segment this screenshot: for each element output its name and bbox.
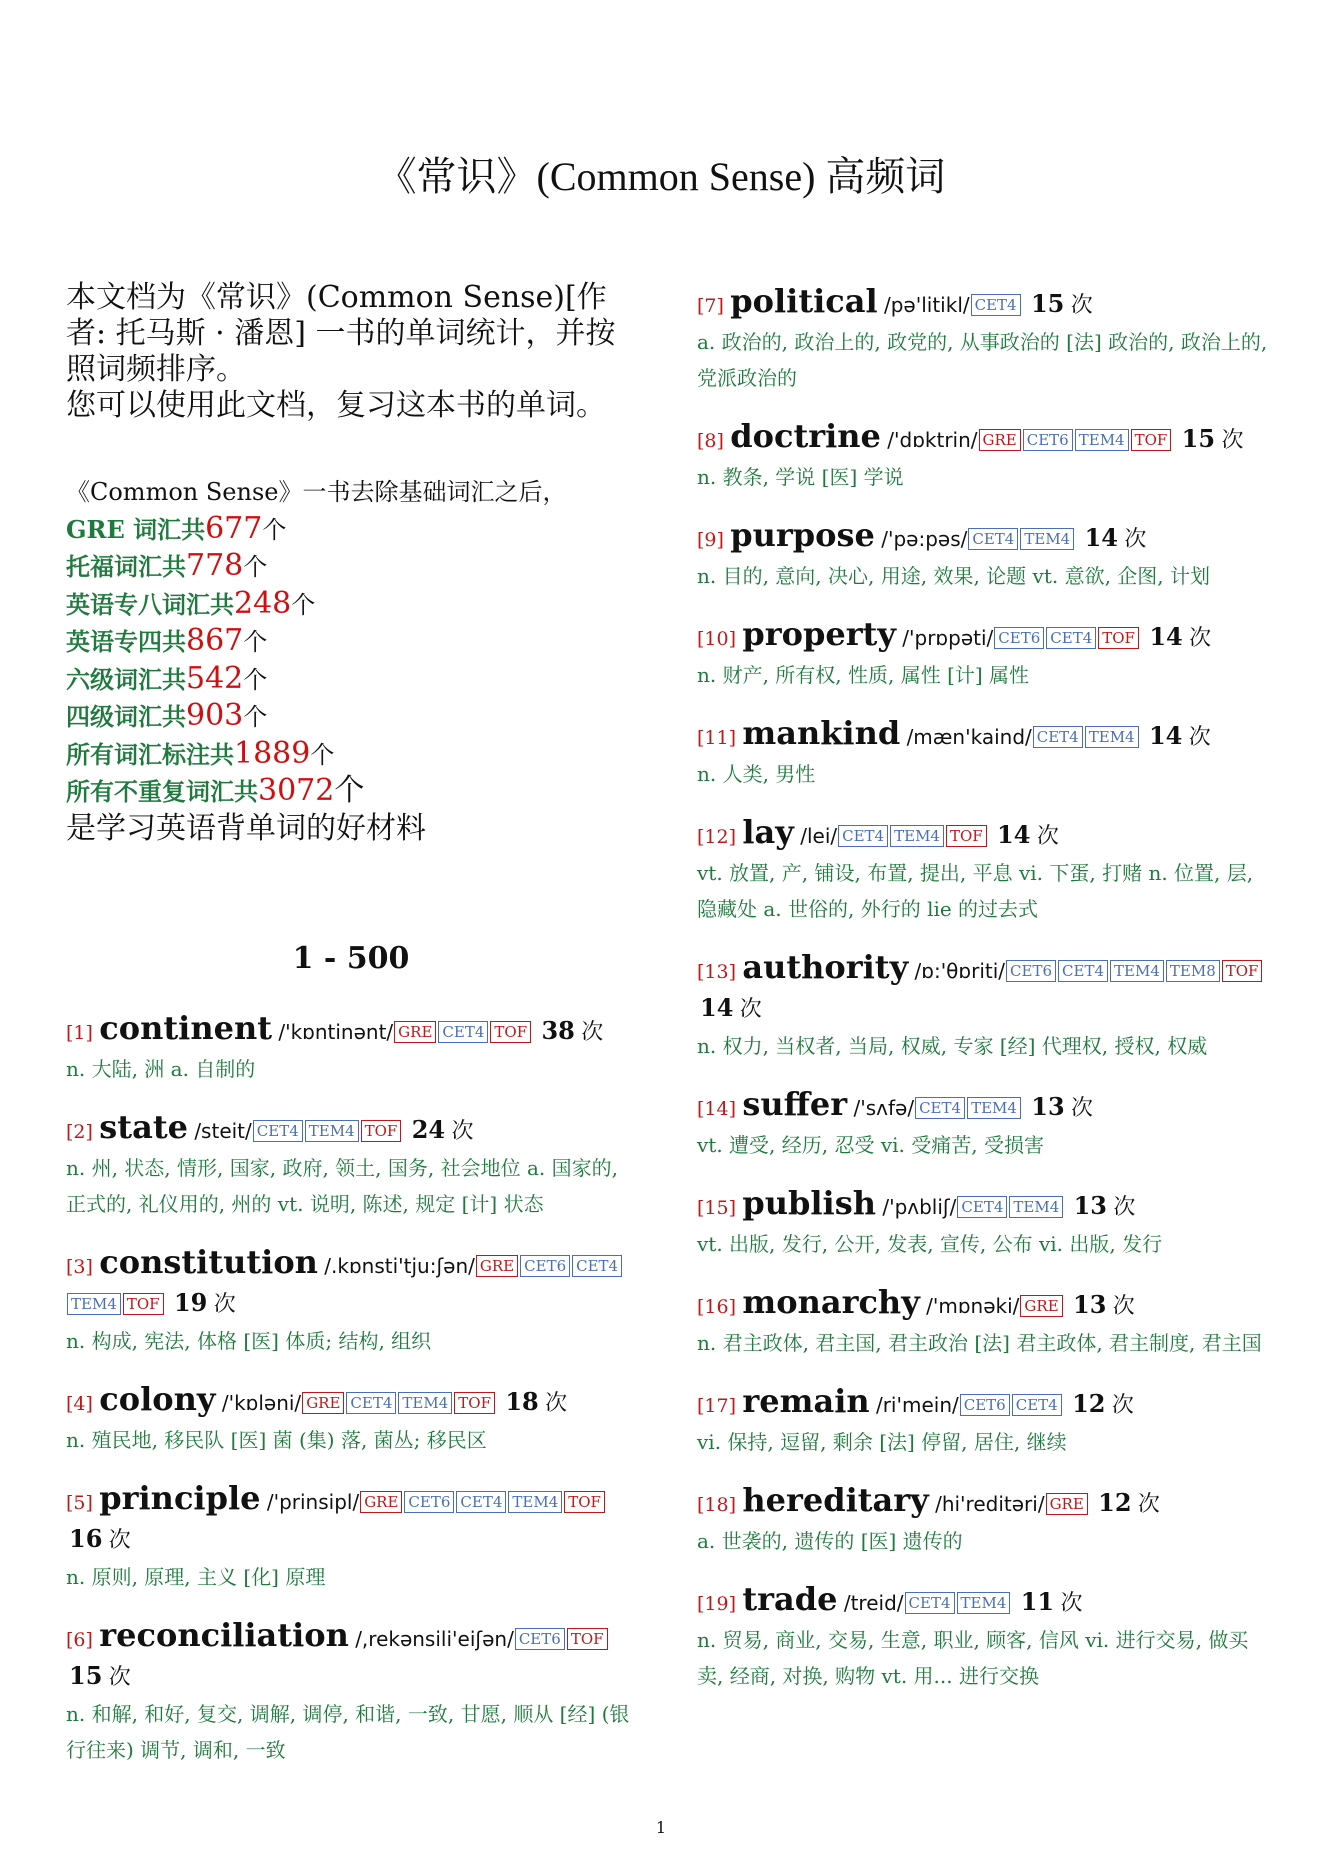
level-tag: TOF xyxy=(1098,627,1139,649)
entry-definition: n. 构成, 宪法, 体格 [医] 体质; 结构, 组织 xyxy=(66,1329,432,1353)
entry-count: 14 xyxy=(1149,622,1183,651)
entry-word: political xyxy=(730,282,878,320)
entry-index: [2] xyxy=(66,1121,93,1143)
entry-word: authority xyxy=(742,948,909,986)
level-tag: GRE xyxy=(1046,1493,1088,1515)
entry-count-unit: 次 xyxy=(108,1528,131,1553)
level-tag: TEM4 xyxy=(967,1097,1021,1119)
stats-line xyxy=(66,736,636,774)
level-tag: CET4 xyxy=(438,1021,488,1043)
entry-count-unit: 次 xyxy=(581,1020,604,1045)
entry-definition: n. 教条, 学说 [医] 学说 xyxy=(697,465,904,489)
word-entry xyxy=(66,1109,636,1222)
entry-definition: vt. 出版, 发行, 公开, 发表, 宣传, 公布 vi. 出版, 发行 xyxy=(697,1232,1163,1256)
intro xyxy=(66,280,636,424)
entry-phonetic: /treid/ xyxy=(843,1591,904,1615)
stats-line xyxy=(66,698,636,736)
level-tag: CET4 xyxy=(905,1592,955,1614)
entry-phonetic: /ɒ:'θɒriti/ xyxy=(914,959,1006,983)
entry-word: property xyxy=(742,615,896,653)
stats-label: 英语专八词汇共 xyxy=(66,589,234,619)
level-tag: GRE xyxy=(476,1255,518,1277)
entry-head xyxy=(697,1086,1269,1127)
entry-definition: vt. 遭受, 经历, 忍受 vi. 受痛苦, 受损害 xyxy=(697,1133,1044,1157)
stats-suffix: 个 xyxy=(310,740,335,769)
entry-word: publish xyxy=(742,1184,876,1222)
stats-value: 778 xyxy=(186,548,244,583)
entry-definition: a. 世袭的, 遗传的 [医] 遗传的 xyxy=(697,1529,963,1553)
entry-phonetic: /hi'reditəri/ xyxy=(935,1492,1045,1516)
entry-count: 14 xyxy=(1084,523,1118,552)
entry-count: 15 xyxy=(69,1661,103,1690)
entry-count: 15 xyxy=(1030,289,1065,318)
entry-definition: n. 大陆, 洲 a. 自制的 xyxy=(66,1057,256,1081)
stats-value: 677 xyxy=(205,510,263,546)
entry-phonetic: /'pʌbliʃ/ xyxy=(882,1195,957,1219)
word-entry xyxy=(66,1480,636,1595)
entry-index: [16] xyxy=(697,1296,737,1318)
entry-head xyxy=(697,616,1269,657)
entry-index: [6] xyxy=(66,1629,93,1651)
entry-count-unit: 次 xyxy=(1071,1096,1094,1121)
entry-index: [9] xyxy=(697,529,724,551)
level-tag: TOF xyxy=(454,1392,495,1414)
entry-word: principle xyxy=(99,1479,261,1517)
level-tag: TEM4 xyxy=(1009,1196,1063,1218)
level-tag: GRE xyxy=(394,1021,436,1043)
entry-definition: n. 目的, 意向, 决心, 用途, 效果, 论题 vt. 意欲, 企图, 计划 xyxy=(697,564,1211,588)
level-tag: TOF xyxy=(1131,429,1172,451)
level-tag: GRE xyxy=(1020,1295,1062,1317)
entry-definition: n. 和解, 和好, 复交, 调解, 调停, 和谐, 一致, 甘愿, 顺从 [经] (银行往来) 调节, 调和, 一致 xyxy=(66,1702,630,1762)
entry-count: 19 xyxy=(173,1288,208,1317)
level-tag: TEM4 xyxy=(1020,528,1074,550)
level-tag: TEM4 xyxy=(1110,960,1164,982)
entry-count-unit: 次 xyxy=(451,1119,474,1144)
entry-index: [13] xyxy=(697,961,737,983)
entry-head xyxy=(66,1480,636,1559)
stats-label: 四级词汇共 xyxy=(66,702,186,731)
entry-definition: n. 州, 状态, 情形, 国家, 政府, 领土, 国务, 社会地位 a. 国家的, 正式的, 礼仪用的, 州的 vt. 说明, 陈述, 规定 [计] 状态 xyxy=(66,1156,618,1216)
level-tag: CET4 xyxy=(838,825,888,847)
level-tag: TOF xyxy=(361,1120,402,1142)
entry-count: 15 xyxy=(1181,424,1216,453)
level-tag: GRE xyxy=(979,429,1021,451)
entry-head xyxy=(697,283,1269,324)
level-tag: GRE xyxy=(302,1392,344,1414)
level-tag: CET6 xyxy=(515,1628,565,1650)
level-tag: CET6 xyxy=(994,627,1044,649)
entry-word: continent xyxy=(99,1009,272,1047)
entry-phonetic: /steit/ xyxy=(194,1119,252,1143)
entry-index: [12] xyxy=(697,826,737,848)
stats-label: 托福词汇共 xyxy=(66,552,186,581)
entry-count: 14 xyxy=(1148,721,1183,750)
level-tag: TOF xyxy=(946,825,987,847)
stats-suffix: 个 xyxy=(243,703,268,731)
word-entry xyxy=(697,1086,1269,1163)
level-tag: CET6 xyxy=(960,1394,1010,1416)
page-number: 1 xyxy=(655,1818,667,1837)
entry-count-unit: 次 xyxy=(1111,1393,1134,1418)
page-title: 《常识》(Common Sense) 高频词 xyxy=(376,154,946,199)
word-entry xyxy=(66,1381,636,1458)
entry-count: 13 xyxy=(1031,1092,1065,1121)
entry-index: [4] xyxy=(66,1393,93,1415)
entry-phonetic: /'kɒləni/ xyxy=(221,1391,302,1415)
level-tag: TEM4 xyxy=(305,1120,359,1142)
entry-index: [14] xyxy=(697,1098,737,1120)
entry-count: 14 xyxy=(997,820,1031,849)
entry-word: hereditary xyxy=(742,1481,929,1519)
entry-head xyxy=(697,517,1269,558)
entry-word: suffer xyxy=(742,1085,848,1123)
entry-word: purpose xyxy=(730,516,875,554)
entry-count: 11 xyxy=(1020,1587,1055,1616)
stats-line xyxy=(66,623,636,661)
entry-head xyxy=(66,1244,636,1323)
entry-count-unit: 次 xyxy=(1189,626,1212,651)
entry-word: remain xyxy=(742,1382,870,1420)
stats-suffix: 个 xyxy=(243,553,268,581)
word-entry xyxy=(697,283,1269,396)
stats-value: 3072 xyxy=(258,773,335,808)
entry-word: trade xyxy=(742,1580,838,1618)
entry-head xyxy=(66,1010,636,1051)
stats-line xyxy=(66,511,636,549)
entry-index: [19] xyxy=(697,1593,737,1615)
entry-phonetic: /'prinsipl/ xyxy=(266,1490,360,1514)
stats-line xyxy=(66,548,636,586)
entry-index: [7] xyxy=(697,295,724,317)
level-tag: CET6 xyxy=(404,1491,454,1513)
stats-value: 867 xyxy=(186,623,244,658)
entry-phonetic: /'pə:pəs/ xyxy=(881,527,968,551)
entry-count: 16 xyxy=(69,1524,103,1553)
entry-count-unit: 次 xyxy=(1070,293,1093,318)
level-tag: GRE xyxy=(360,1491,402,1513)
entry-index: [10] xyxy=(697,628,737,650)
entries-right xyxy=(697,283,1269,1694)
entry-head xyxy=(66,1617,636,1696)
entry-index: [11] xyxy=(697,727,737,749)
level-tag: TEM4 xyxy=(890,825,944,847)
stats-suffix: 个 xyxy=(243,628,268,656)
entry-head xyxy=(697,1581,1269,1622)
entry-head xyxy=(697,949,1269,1028)
level-tag: TOF xyxy=(567,1628,608,1650)
entry-count: 38 xyxy=(541,1016,575,1045)
word-entry xyxy=(697,1482,1269,1559)
word-entry xyxy=(66,1617,636,1768)
level-tag: TOF xyxy=(1222,960,1263,982)
word-entry xyxy=(697,1383,1269,1460)
entry-head xyxy=(697,1284,1269,1325)
level-tag: CET4 xyxy=(1058,960,1108,982)
word-entry xyxy=(697,1581,1269,1694)
level-tag: CET4 xyxy=(957,1196,1007,1218)
entry-count: 12 xyxy=(1072,1389,1106,1418)
stats-tail: 是学习英语背单词的好材料 xyxy=(66,810,426,846)
entry-definition: a. 政治的, 政治上的, 政党的, 从事政治的 [法] 政治的, 政治上的, 党派政治的 xyxy=(697,330,1268,390)
stats-suffix: 个 xyxy=(291,590,316,619)
intro-line-2: 您可以使用此文档，复习这本书的单词。 xyxy=(66,388,606,423)
entry-index: [18] xyxy=(697,1494,737,1516)
word-entry xyxy=(66,1010,636,1087)
level-tag: TEM4 xyxy=(67,1293,121,1315)
entries-left xyxy=(66,1010,636,1768)
stats-suffix: 个 xyxy=(334,773,365,808)
entry-head xyxy=(697,1383,1269,1424)
intro-line-1: 本文档为《常识》(Common Sense)[作者: 托马斯 · 潘恩] 一书的单词统计，并按照词频排序。 xyxy=(66,280,616,387)
entry-definition: n. 贸易, 商业, 交易, 生意, 职业, 顾客, 信风 vi. 进行交易, 做买卖, 经商, 对换, 购物 vt. 用... 进行交换 xyxy=(697,1628,1249,1688)
entry-count-unit: 次 xyxy=(739,997,762,1022)
level-tag: CET4 xyxy=(1033,726,1083,748)
entry-phonetic: /,rekənsili'eiʃən/ xyxy=(355,1627,514,1651)
entry-head xyxy=(66,1109,636,1150)
entry-phonetic: /'sʌfə/ xyxy=(853,1096,915,1120)
level-tag: CET4 xyxy=(968,528,1018,550)
level-tag: CET4 xyxy=(1046,627,1096,649)
entry-word: mankind xyxy=(742,714,901,752)
level-tag: CET4 xyxy=(1012,1394,1062,1416)
level-tag: TEM4 xyxy=(508,1491,562,1513)
stats-value: 1889 xyxy=(234,735,311,771)
stats-label: 英语专四共 xyxy=(66,627,186,656)
stats-label: 六级词汇共 xyxy=(66,664,186,694)
entry-count-unit: 次 xyxy=(1060,1591,1083,1616)
level-tag: CET4 xyxy=(346,1392,396,1414)
entry-word: lay xyxy=(742,813,794,851)
entry-phonetic: /'kɒntinənt/ xyxy=(278,1020,394,1044)
entry-count-unit: 次 xyxy=(1112,1294,1135,1319)
word-entry xyxy=(697,616,1269,693)
entry-phonetic: /'dɒktrin/ xyxy=(887,428,978,452)
entry-word: state xyxy=(99,1108,188,1146)
entry-count-unit: 次 xyxy=(1221,428,1244,453)
right-column xyxy=(697,283,1269,1716)
entry-count: 13 xyxy=(1073,1290,1107,1319)
entry-index: [8] xyxy=(697,430,724,452)
entry-phonetic: /'prɒpəti/ xyxy=(902,626,994,650)
entry-head xyxy=(697,814,1269,855)
stats-line xyxy=(66,661,636,699)
level-tag: TEM4 xyxy=(1075,429,1129,451)
entry-definition: n. 殖民地, 移民队 [医] 菌 (集) 落, 菌丛; 移民区 xyxy=(66,1428,487,1452)
entry-definition: n. 君主政体, 君主国, 君主政治 [法] 君主政体, 君主制度, 君主国 xyxy=(697,1331,1262,1355)
level-tag: CET6 xyxy=(1006,960,1056,982)
entry-head xyxy=(697,418,1269,459)
entry-index: [15] xyxy=(697,1197,737,1219)
stats-value: 903 xyxy=(186,698,244,733)
level-tag: TOF xyxy=(490,1021,531,1043)
level-tag: TEM4 xyxy=(398,1392,452,1414)
entry-count-unit: 次 xyxy=(1137,1492,1160,1517)
stats-suffix: 个 xyxy=(262,515,287,544)
level-tag: TEM4 xyxy=(957,1592,1011,1614)
stats-label: 所有词汇标注共 xyxy=(66,739,234,769)
entry-index: [17] xyxy=(697,1395,737,1417)
entry-definition: n. 权力, 当权者, 当局, 权威, 专家 [经] 代理权, 授权, 权威 xyxy=(697,1034,1208,1058)
word-entry xyxy=(697,1284,1269,1361)
stats-value: 542 xyxy=(186,660,244,696)
entry-definition: vi. 保持, 逗留, 剩余 [法] 停留, 居住, 继续 xyxy=(697,1430,1067,1454)
entry-word: colony xyxy=(99,1380,216,1418)
entry-count-unit: 次 xyxy=(108,1665,131,1690)
entry-phonetic: /.kɒnsti'tju:ʃən/ xyxy=(324,1254,475,1278)
entry-phonetic: /'mɒnəki/ xyxy=(926,1294,1020,1318)
word-entry xyxy=(697,418,1269,495)
entry-definition: n. 财产, 所有权, 性质, 属性 [计] 属性 xyxy=(697,663,1030,687)
entry-count-unit: 次 xyxy=(1113,1195,1136,1220)
entry-phonetic: /pə'litikl/ xyxy=(883,293,970,317)
section-heading: 1 - 500 xyxy=(292,941,410,976)
entry-index: [5] xyxy=(66,1492,93,1514)
stats-value: 248 xyxy=(234,585,292,621)
stats-lead: 《Common Sense》一书去除基础词汇之后， xyxy=(66,478,567,506)
level-tag: TEM8 xyxy=(1166,960,1220,982)
entry-count: 12 xyxy=(1098,1488,1132,1517)
entry-count-unit: 次 xyxy=(545,1391,568,1416)
word-entry xyxy=(66,1244,636,1359)
entry-index: [3] xyxy=(66,1256,93,1278)
entry-definition: n. 人类, 男性 xyxy=(697,762,816,786)
entry-count: 13 xyxy=(1073,1191,1107,1220)
entry-head xyxy=(697,1185,1269,1226)
level-tag: CET4 xyxy=(253,1120,303,1142)
entry-index: [1] xyxy=(66,1022,93,1044)
entry-count: 18 xyxy=(505,1387,539,1416)
stats-label: GRE 词汇共 xyxy=(66,514,206,544)
word-entry xyxy=(697,1185,1269,1262)
entry-word: constitution xyxy=(99,1243,318,1281)
level-tag: TOF xyxy=(123,1293,164,1315)
entry-phonetic: /mæn'kaind/ xyxy=(906,725,1032,749)
level-tag: CET6 xyxy=(520,1255,570,1277)
level-tag: CET4 xyxy=(456,1491,506,1513)
level-tag: TEM4 xyxy=(1085,726,1139,748)
stats-line xyxy=(66,773,636,811)
stats-label: 所有不重复词汇共 xyxy=(66,777,258,806)
entry-count-unit: 次 xyxy=(1188,725,1211,750)
level-tag: CET6 xyxy=(1023,429,1073,451)
level-tag: CET4 xyxy=(572,1255,622,1277)
entry-word: reconciliation xyxy=(99,1616,349,1654)
entry-head xyxy=(66,1381,636,1422)
entry-head xyxy=(697,1482,1269,1523)
entry-definition: vt. 放置, 产, 铺设, 布置, 提出, 平息 vi. 下蛋, 打赌 n. 位置, 层, 隐藏处 a. 世俗的, 外行的 lie 的过去式 xyxy=(697,861,1254,921)
entry-definition: n. 原则, 原理, 主义 [化] 原理 xyxy=(66,1565,326,1589)
entry-head xyxy=(697,715,1269,756)
stats-block xyxy=(66,474,636,847)
left-column xyxy=(66,280,636,1790)
entry-word: doctrine xyxy=(730,417,881,455)
level-tag: CET4 xyxy=(971,294,1021,316)
level-tag: CET4 xyxy=(915,1097,965,1119)
stats-line xyxy=(66,586,636,624)
entry-word: monarchy xyxy=(742,1283,920,1321)
entry-phonetic: /ri'mein/ xyxy=(875,1393,959,1417)
entry-phonetic: /lei/ xyxy=(800,824,838,848)
entry-count-unit: 次 xyxy=(1036,824,1059,849)
entry-count-unit: 次 xyxy=(213,1292,236,1317)
entry-count-unit: 次 xyxy=(1124,527,1147,552)
word-entry xyxy=(697,949,1269,1064)
word-entry xyxy=(697,715,1269,792)
level-tag: TOF xyxy=(564,1491,605,1513)
word-entry xyxy=(697,814,1269,927)
word-entry xyxy=(697,517,1269,594)
entry-count: 14 xyxy=(700,993,734,1022)
stats-suffix: 个 xyxy=(243,665,268,694)
entry-count: 24 xyxy=(411,1115,446,1144)
